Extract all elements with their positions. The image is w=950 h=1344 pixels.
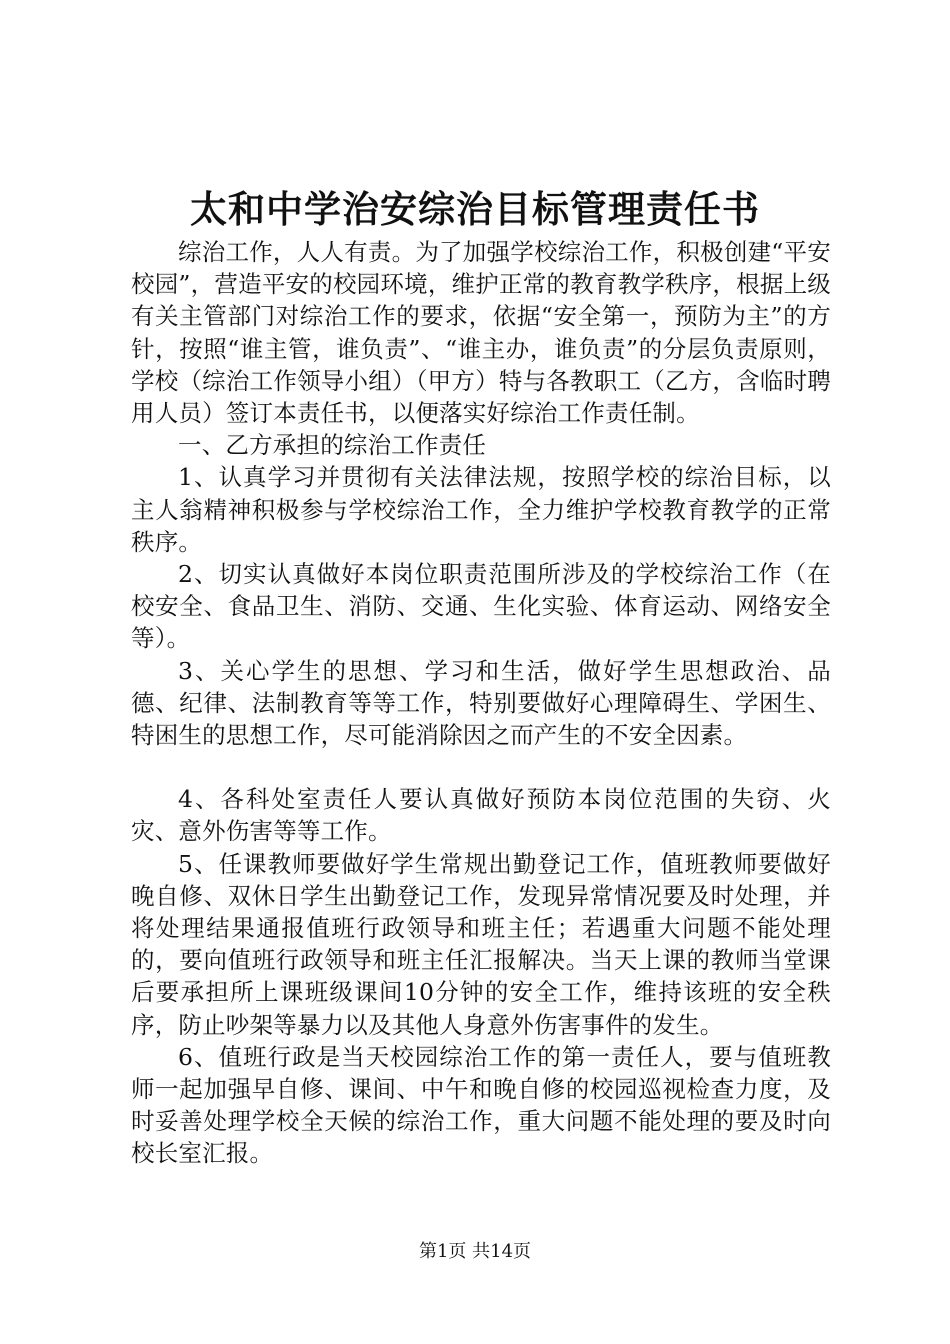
document-body	[131, 236, 831, 1170]
intro-paragraph: 综治工作，人人有责。为了加强学校综治工作，积极创建“平安校园”，营造平安的校园环境，维护正常的教育教学秩序，根据上级有关主管部门对综治工作的要求，依据“安全第一，预防为主”的方针，按照“谁主管，谁负责”、“谁主办，谁负责”的分层负责原则，学校（综治工作领导小组）（甲方）特与各教职工（乙方，含临时聘用人员）签订本责任书，以便落实好综治工作责任制。	[131, 238, 831, 428]
clause-3: 3、关心学生的思想、学习和生活，做好学生思想政治、品德、纪律、法制教育等等工作，特别要做好心理障碍生、学困生、特困生的思想工作，尽可能消除因之而产生的不安全因素。	[131, 656, 831, 750]
clause-2: 2、切实认真做好本岗位职责范围所涉及的学校综治工作（在校安全、食品卫生、消防、交通、生化实验、体育运动、网络安全等）。	[131, 560, 831, 653]
section-heading: 一、乙方承担的综治工作责任	[178, 431, 487, 460]
page-number-footer: 第1页 共14页	[418, 1241, 532, 1262]
clause-6: 6、值班行政是当天校园综治工作的第一责任人，要与值班教师一起加强早自修、课间、中午和晚自修的校园巡视检查力度，及时妥善处理学校全天候的综治工作，重大问题不能处理的要及时向校长室汇报。	[131, 1042, 831, 1168]
clause-5: 5、任课教师要做好学生常规出勤登记工作，值班教师要做好晚自修、双休日学生出勤登记工作，发现异常情况要及时处理，并将处理结果通报值班行政领导和班主任；若遇重大问题不能处理的，要向值班行政领导和班主任汇报解决。当天上课的教师当堂课后要承担所上课班级课间10分钟的安全工作，维持该班的安全秩序，防止吵架等暴力以及其他人身意外伤害事件的发生。	[131, 849, 831, 1039]
document-title: 太和中学治安综治目标管理责任书	[190, 187, 760, 231]
clause-1: 1、认真学习并贯彻有关法律法规，按照学校的综治目标，以主人翁精神积极参与学校综治工作，全力维护学校教育教学的正常秩序。	[131, 463, 831, 556]
clause-4: 4、各科处室责任人要认真做好预防本岗位范围的失窃、火灾、意外伤害等等工作。	[131, 785, 831, 846]
